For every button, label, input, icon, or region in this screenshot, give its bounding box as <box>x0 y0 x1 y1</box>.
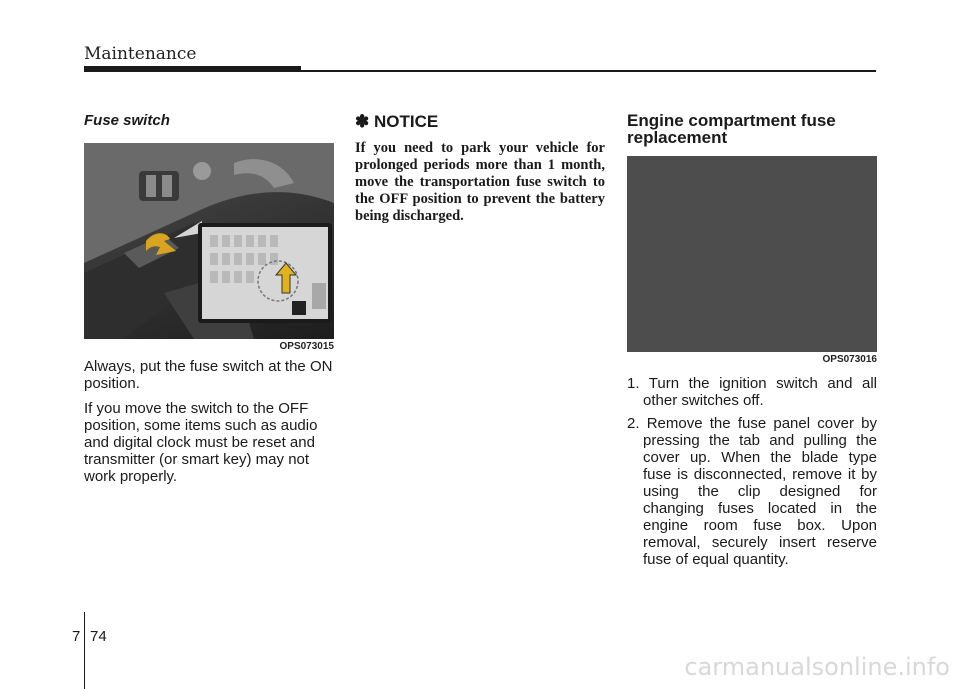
fuse-switch-illustration <box>84 143 334 339</box>
engine-fuse-heading: Engine compartment fuse replacement <box>627 111 836 147</box>
fuse-switch-paragraph: Always, put the fuse switch at the ON position. <box>84 358 333 392</box>
column-engine-fuse <box>627 108 877 574</box>
list-item: 2. Remove the fuse panel cover by pressing the tab and pulling the cover up. When the blade type fuse is disconnected, remove it by using the clip designed for changing fuses located in the engine room fuse box. Upon removal, securely insert reserve fuse of equal quantity. <box>627 415 877 568</box>
column-fuse-switch <box>84 108 334 493</box>
fuse-switch-figure <box>84 143 334 339</box>
watermark: carmanualsonline.info <box>684 653 950 681</box>
engine-fuse-figure <box>627 156 877 352</box>
replacement-steps <box>627 375 877 568</box>
notice-title: ✽ NOTICE <box>355 112 439 131</box>
list-item: 1. Turn the ignition switch and all other switches off. <box>627 375 877 409</box>
column-notice <box>355 108 605 225</box>
header-rule-thick <box>84 66 301 72</box>
fuse-switch-heading: Fuse switch <box>84 112 170 129</box>
footer-divider <box>84 612 85 689</box>
page-header-title: Maintenance <box>84 44 197 64</box>
header-rule-thin <box>301 70 876 72</box>
figure-code: OPS073016 <box>822 354 877 365</box>
fuse-switch-paragraph: If you move the switch to the OFF position, some items such as audio and digital clock must be reset and transmitter (or smart key) may not work properly. <box>84 400 318 485</box>
figure-code: OPS073015 <box>279 341 334 352</box>
page-number: 74 <box>90 628 107 645</box>
notice-text: If you need to park your vehicle for prolonged periods more than 1 month, move the transportation fuse switch to the OFF position to prevent the battery being discharged. <box>355 140 605 224</box>
chapter-number: 7 <box>72 628 81 645</box>
